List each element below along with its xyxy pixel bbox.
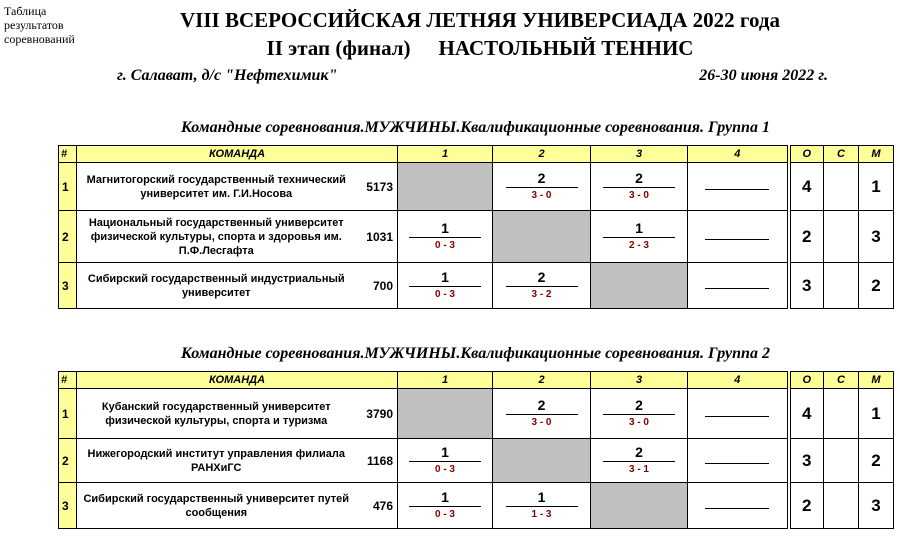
col-s-header: С	[824, 146, 859, 163]
team-number: 3	[59, 483, 77, 529]
self-match-cell	[398, 163, 493, 211]
col-2-header: 2	[493, 372, 591, 389]
total-points: 2	[789, 211, 824, 263]
divider	[409, 506, 481, 507]
team-row	[59, 439, 894, 483]
place: 2	[859, 439, 894, 483]
divider	[603, 414, 675, 415]
match-score: 3 - 0	[628, 417, 649, 428]
team-rating: 1031	[356, 211, 398, 263]
result-cell-2	[493, 389, 591, 439]
match-score: 3 - 1	[628, 464, 649, 475]
col-m-header: М	[859, 146, 894, 163]
total-points: 4	[789, 389, 824, 439]
self-match-cell	[493, 211, 591, 263]
col-4-header: 4	[688, 372, 789, 389]
match-score: 0 - 3	[434, 464, 455, 475]
divider	[603, 461, 675, 462]
divider	[603, 237, 675, 238]
team-name: Кубанский государственный университет физической культуры, спорта и туризма	[77, 389, 356, 439]
dates-label: 26-30 июня 2022 г.	[699, 67, 828, 84]
col-o-header: О	[789, 146, 824, 163]
self-match-cell	[591, 263, 688, 309]
divider	[409, 461, 481, 462]
team-row	[59, 483, 894, 529]
match-points: 2	[537, 170, 546, 186]
place: 2	[859, 263, 894, 309]
result-cell-3	[591, 163, 688, 211]
match-points: 2	[635, 170, 643, 186]
team-row	[59, 163, 894, 211]
divider	[409, 286, 481, 287]
page-title: VIII ВСЕРОССИЙСКАЯ ЛЕТНЯЯ УНИВЕРСИАДА 2022 года	[180, 8, 780, 32]
place: 1	[859, 389, 894, 439]
stage-label: II этап (финал)	[266, 36, 411, 60]
match-points: 1	[441, 269, 449, 285]
team-name: Национальный государственный университет физической культуры, спорта и здоровья им. П.Ф.Лесгафта	[77, 211, 356, 263]
match-score: 3 - 2	[531, 289, 552, 300]
team-rating: 476	[356, 483, 398, 529]
match-points: 1	[537, 489, 546, 505]
col-4-header: 4	[688, 146, 789, 163]
result-cell-1	[398, 263, 493, 309]
team-name: Сибирский государственный университет путей сообщения	[77, 483, 356, 529]
match-score: 3 - 0	[531, 190, 552, 201]
corner-note: Таблица результатов соревнований	[4, 4, 75, 46]
total-points: 3	[789, 263, 824, 309]
col-2-header: 2	[493, 146, 591, 163]
result-cell-1	[398, 211, 493, 263]
self-match-cell	[493, 439, 591, 483]
empty-result-line	[705, 416, 769, 417]
tiebreak-value	[824, 439, 859, 483]
col-1-header: 1	[398, 146, 493, 163]
divider	[506, 286, 578, 287]
team-rating: 1168	[356, 439, 398, 483]
match-points: 1	[441, 489, 449, 505]
match-score: 1 - 3	[531, 509, 552, 520]
match-points: 2	[537, 397, 546, 413]
col-m-header: М	[859, 372, 894, 389]
team-number: 3	[59, 263, 77, 309]
team-rating: 3790	[356, 389, 398, 439]
team-number: 1	[59, 389, 77, 439]
result-cell-1	[398, 439, 493, 483]
match-score: 0 - 3	[434, 509, 455, 520]
empty-result-line	[705, 239, 769, 240]
venue-label: г. Салават, д/с "Нефтехимик"	[117, 67, 338, 84]
empty-result-line	[705, 463, 769, 464]
result-cell-2	[493, 263, 591, 309]
result-cell-4	[688, 483, 789, 529]
result-cell-4	[688, 263, 789, 309]
col-1-header: 1	[398, 372, 493, 389]
result-cell-3	[591, 439, 688, 483]
divider	[506, 187, 578, 188]
group-2-title: Командные соревнования.МУЖЧИНЫ.Квалификационные соревнования. Группа 2	[181, 345, 770, 362]
divider	[603, 187, 675, 188]
match-score: 0 - 3	[434, 289, 455, 300]
self-match-cell	[591, 483, 688, 529]
place: 1	[859, 163, 894, 211]
match-score: 0 - 3	[434, 240, 455, 251]
team-number: 2	[59, 211, 77, 263]
team-name: Нижегородский институт управления филиала РАНХиГС	[77, 439, 356, 483]
total-points: 2	[789, 483, 824, 529]
team-number: 2	[59, 439, 77, 483]
result-cell-4	[688, 439, 789, 483]
col-3-header: 3	[591, 372, 688, 389]
match-score: 3 - 0	[531, 417, 552, 428]
col-team-header: КОМАНДА	[77, 372, 398, 389]
match-points: 1	[635, 220, 643, 236]
col-o-header: О	[789, 372, 824, 389]
tiebreak-value	[824, 163, 859, 211]
match-points: 1	[441, 220, 449, 236]
total-points: 4	[789, 163, 824, 211]
divider	[506, 414, 578, 415]
result-cell-2	[493, 163, 591, 211]
match-points: 2	[635, 444, 643, 460]
page-subtitle	[100, 36, 860, 61]
group-2-table	[58, 371, 894, 529]
tiebreak-value	[824, 483, 859, 529]
team-name: Сибирский государственный индустриальный университет	[77, 263, 356, 309]
result-cell-4	[688, 211, 789, 263]
place: 3	[859, 211, 894, 263]
tiebreak-value	[824, 389, 859, 439]
empty-result-line	[705, 288, 769, 289]
group-1-table	[58, 145, 894, 309]
team-row	[59, 211, 894, 263]
match-points: 2	[635, 397, 643, 413]
tiebreak-value	[824, 211, 859, 263]
col-num-header: #	[59, 146, 77, 163]
match-score: 2 - 3	[628, 240, 649, 251]
col-team-header: КОМАНДА	[77, 146, 398, 163]
team-row	[59, 263, 894, 309]
divider	[409, 237, 481, 238]
result-cell-2	[493, 483, 591, 529]
sport-label: НАСТОЛЬНЫЙ ТЕННИС	[438, 36, 694, 60]
result-cell-3	[591, 389, 688, 439]
team-number: 1	[59, 163, 77, 211]
team-name: Магнитогорский государственный технический университет им. Г.И.Носова	[77, 163, 356, 211]
match-score: 3 - 0	[628, 190, 649, 201]
col-3-header: 3	[591, 146, 688, 163]
empty-result-line	[705, 189, 769, 190]
match-points: 2	[537, 269, 546, 285]
team-rating: 5173	[356, 163, 398, 211]
col-num-header: #	[59, 372, 77, 389]
team-rating: 700	[356, 263, 398, 309]
result-cell-4	[688, 163, 789, 211]
result-cell-1	[398, 483, 493, 529]
total-points: 3	[789, 439, 824, 483]
result-cell-4	[688, 389, 789, 439]
table-header	[59, 372, 894, 389]
table-header	[59, 146, 894, 163]
divider	[506, 506, 578, 507]
group-1-title: Командные соревнования.МУЖЧИНЫ.Квалификационные соревнования. Группа 1	[181, 119, 770, 136]
match-points: 1	[441, 444, 449, 460]
col-s-header: С	[824, 372, 859, 389]
self-match-cell	[398, 389, 493, 439]
result-cell-3	[591, 211, 688, 263]
team-row	[59, 389, 894, 439]
tiebreak-value	[824, 263, 859, 309]
empty-result-line	[705, 508, 769, 509]
place: 3	[859, 483, 894, 529]
